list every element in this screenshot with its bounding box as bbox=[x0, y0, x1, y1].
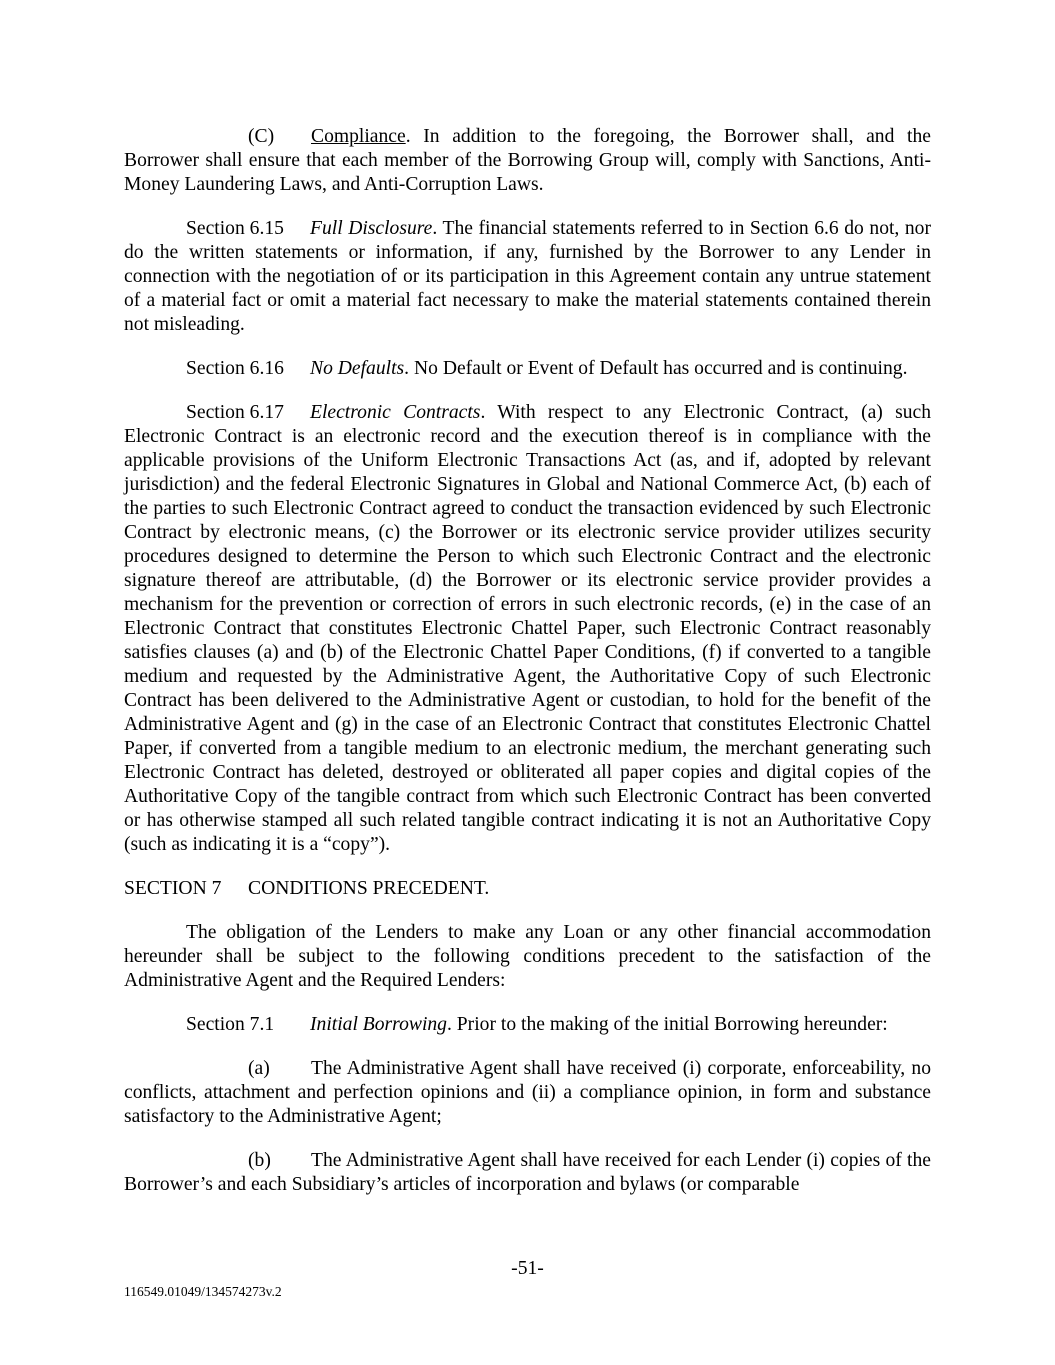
section-7-1 bbox=[124, 1013, 931, 1037]
clause-7-1-b bbox=[124, 1149, 931, 1197]
document-id: 116549.01049/134574273v.2 bbox=[124, 1284, 282, 1299]
page-number: -51- bbox=[511, 1258, 544, 1279]
section-title: Initial Borrowing bbox=[310, 1014, 447, 1035]
section-text: Prior to the making of the initial Borrowing hereunder: bbox=[451, 1014, 888, 1035]
clause-text: The Administrative Agent shall have received for each Lender (i) copies of the Borrower’s and each Subsidiary’s articles of incorporation and bylaws (or comparable bbox=[124, 1150, 931, 1195]
clause-title-punct: . bbox=[405, 126, 411, 147]
section-7-heading bbox=[124, 877, 931, 901]
section-title: Full Disclosure bbox=[310, 218, 433, 239]
clause-number: (b) bbox=[248, 1150, 271, 1171]
section-6-15 bbox=[124, 217, 931, 337]
section-title: No Defaults bbox=[310, 358, 405, 379]
clause-text: The Administrative Agent shall have received (i) corporate, enforceability, no conflicts, attachment and perfection opinions and (ii) a compliance opinion, in form and substance satisfactory to the Administrative Agent; bbox=[124, 1058, 931, 1127]
section-text: With respect to any Electronic Contract, (a) such Electronic Contract is an electronic record and the execution thereof is in compliance with the applicable provisions of the Uniform Electronic Transactions Act (as, and if, adopted by relevant jurisdiction) and the federal Electronic Signatures in Global and National Commerce Act, (b) each of the parties to such Electronic Contract agreed to conduct the transaction evidenced by such Electronic Contract by electronic means, (c) the Borrower or its electronic service provider utilizes security procedures designed to determine the Person to which such Electronic Contract and the electronic signature thereof are attributable, (d) the Borrower or its electronic service provider provides a mechanism for the prevention or correction of errors in such electronic records, (e) in the case of an Electronic Contract that constitutes Electronic Chattel Paper, such Electronic Contract reasonably satisfies clauses (a) and (b) of the Electronic Chattel Paper Conditions, (f) if converted to a tangible medium and requested by the Administrative Agent, the Authoritative Copy of such Electronic Contract has been delivered to the Administrative Agent or custodian, to hold for the benefit of the Administrative Agent and (g) in the case of an Electronic Contract that constitutes Electronic Chattel Paper, if converted from a tangible medium to an electronic medium, the merchant generating such Electronic Contract has deleted, destroyed or obliterated all paper copies and digital copies of the Authoritative Copy of the tangible contract from which such Electronic Contract has been converted or has otherwise stamped all such related tangible contract indicating it is not an Authoritative Copy (such as indicating it is a “copy”). bbox=[124, 402, 931, 855]
section-number: Section 6.15 bbox=[186, 218, 284, 239]
section-title-punct: . bbox=[446, 1014, 452, 1035]
section-title: Electronic Contracts bbox=[310, 402, 481, 423]
section-number: Section 6.16 bbox=[186, 358, 284, 379]
section-title-punct: . bbox=[404, 358, 410, 379]
section-title-punct: . bbox=[480, 402, 486, 423]
document-body bbox=[124, 125, 931, 1217]
clause-title: Compliance bbox=[311, 126, 406, 147]
section-text: No Default or Event of Default has occurred and is continuing. bbox=[409, 358, 908, 379]
section-text: The financial statements referred to in Section 6.6 do not, nor do the written statements or information, if any, furnished by the Borrower to any Lender in connection with the negotiation of or its participation in this Agreement contain any untrue statement of a material fact or omit a material fact necessary to make the material statements contained therein not misleading. bbox=[124, 218, 931, 335]
clause-text: In addition to the foregoing, the Borrower shall, and the Borrower shall ensure that each member of the Borrowing Group will, comply with Sanctions, Anti-Money Laundering Laws, and Anti-Corruption Laws. bbox=[124, 126, 931, 195]
section-6-16 bbox=[124, 357, 931, 381]
heading-number: SECTION 7 bbox=[124, 878, 222, 899]
clause-c-compliance bbox=[124, 125, 931, 197]
section-title-punct: . bbox=[432, 218, 438, 239]
section-7-intro: The obligation of the Lenders to make any Loan or any other financial accommodation hereunder shall be subject to the following conditions precedent to the satisfaction of the Administrative Agent and the Required Lenders: bbox=[124, 922, 931, 991]
section-number: Section 7.1 bbox=[186, 1014, 275, 1035]
section-6-17 bbox=[124, 401, 931, 857]
clause-7-1-a bbox=[124, 1057, 931, 1129]
clause-number: (C) bbox=[248, 126, 275, 147]
heading-title: CONDITIONS PRECEDENT. bbox=[248, 878, 490, 899]
section-number: Section 6.17 bbox=[186, 402, 284, 423]
clause-number: (a) bbox=[248, 1058, 270, 1079]
